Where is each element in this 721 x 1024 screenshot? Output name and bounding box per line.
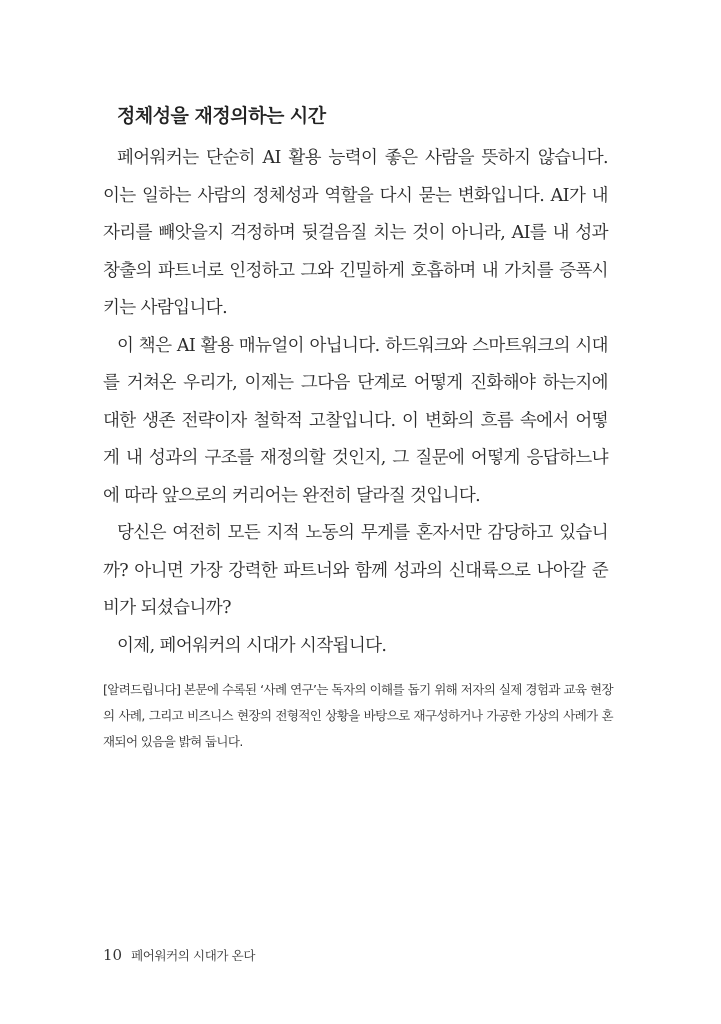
section-heading: 정체성을 재정의하는 시간	[117, 105, 326, 127]
paragraph: 당신은 여전히 모든 지적 노동의 무게를 혼자서만 감당하고 있습니까? 아니면 가장 강력한 파트너와 함께 성과의 신대륙으로 나아갈 준비가 되셨습니까?	[103, 523, 608, 618]
body-text	[103, 140, 608, 665]
page-number: 10	[103, 946, 123, 964]
paragraph: 페어워커는 단순히 AI 활용 능력이 좋은 사람을 뜻하지 않습니다. 이는 일하는 사람의 정체성과 역할을 다시 묻는 변화입니다. AI가 내 자리를 빼앗을지 걱정하며 뒷걸음질 치는 것이 아니라, AI를 내 성과 창출의 파트너로 인정하고 그와 긴밀하게 호흡하며 내 가치를 증폭시키는 사람입니다.	[103, 148, 608, 318]
page-footer	[103, 946, 255, 964]
paragraph: 이제, 페어워커의 시대가 시작됩니다.	[117, 635, 387, 656]
notice-box	[103, 677, 613, 755]
paragraph: 이 책은 AI 활용 매뉴얼이 아닙니다. 하드워크와 스마트워크의 시대를 거쳐온 우리가, 이제는 그다음 단계로 어떻게 진화해야 하는지에 대한 생존 전략이자 철학적 고찰입니다. 이 변화의 흐름 속에서 어떻게 내 성과의 구조를 재정의할 것인지, 그 질문에 어떻게 응답하느냐에 따라 앞으로의 커리어는 완전히 달라질 것입니다.	[103, 335, 608, 506]
running-title: 페어워커의 시대가 온다	[131, 948, 255, 963]
notice-text: [알려드립니다] 본문에 수록된 ‘사례 연구’는 독자의 이해를 돕기 위해 저자의 실제 경험과 교육 현장의 사례, 그리고 비즈니스 현장의 전형적인 상황을 바탕으로 재구성하거나 가공한 가상의 사례가 혼재되어 있음을 밝혀 둡니다.	[103, 682, 613, 749]
